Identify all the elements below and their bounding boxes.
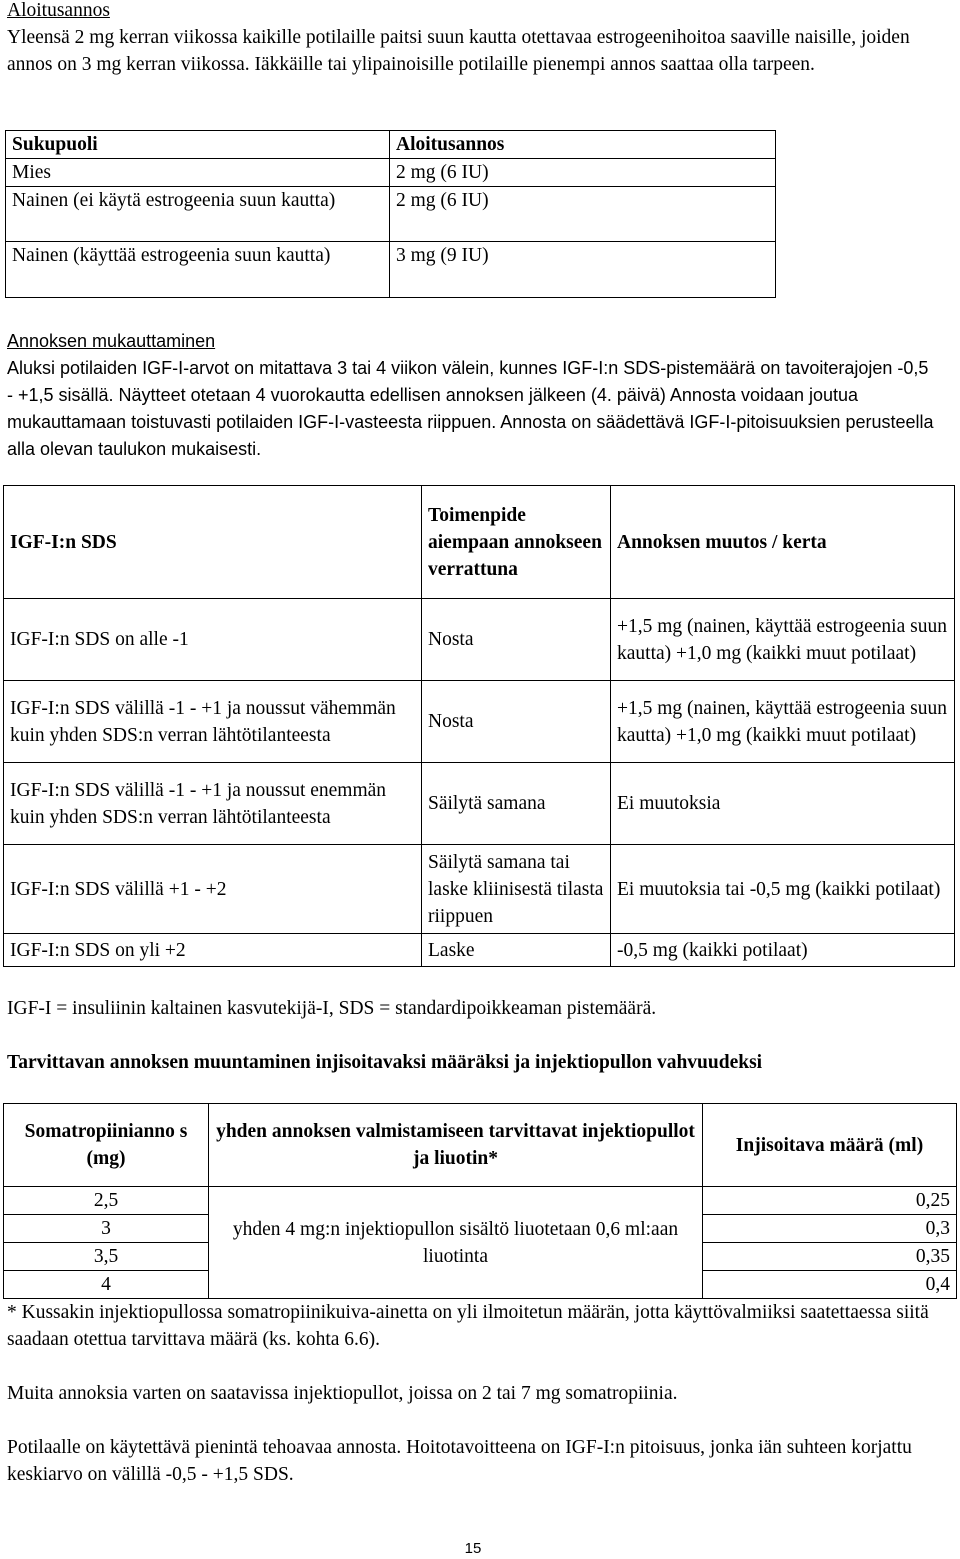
- table-row: [4, 763, 955, 845]
- table-cell: Nosta: [422, 681, 611, 763]
- table-row: [4, 681, 955, 763]
- start-dose-table: [5, 130, 776, 298]
- conversion-header-dose: Somatropiinianno s (mg): [4, 1104, 209, 1187]
- volume-cell: 0,25: [703, 1187, 957, 1215]
- abbreviation-note: IGF-I = insuliinin kaltainen kasvutekijä-I, SDS = standardipoikkeaman pistemäärä.: [7, 998, 657, 1019]
- footnote: * Kussakin injektiopullossa somatropiinikuiva-ainetta on yli ilmoitetun määrän, jotta käyttövalmiiksi saatettaessa siitä saadaan otettua tarvittava määrä (ks. kohta 6.6).: [7, 1302, 929, 1350]
- adjust-header-sds: IGF-I:n SDS: [4, 486, 422, 599]
- volume-cell: 0,3: [703, 1215, 957, 1243]
- adjust-header-change: Annoksen muutos / kerta: [611, 486, 955, 599]
- table-row: [6, 187, 776, 242]
- treatment-target-note: Potilaalle on käytettävä pienintä tehoavaa annosta. Hoitotavoitteena on IGF-I:n pitoisuus, jonka iän suhteen korjattu keskiarvo on välillä -0,5 - +1,5 SDS.: [7, 1437, 912, 1485]
- adjustment-heading: Annoksen mukauttaminen: [7, 331, 216, 351]
- table-row: [6, 242, 776, 298]
- table-row: [4, 934, 955, 967]
- table-cell: Ei muutoksia: [611, 763, 955, 845]
- volume-cell: 0,4: [703, 1271, 957, 1299]
- table-cell: Laske: [422, 934, 611, 967]
- conversion-heading: Tarvittavan annoksen muuntaminen injisoitavaksi määräksi ja injektiopullon vahvuudeksi: [7, 1052, 763, 1073]
- table-cell: Säilytä samana: [422, 763, 611, 845]
- start-table-header-dose: Aloitusannos: [390, 131, 776, 159]
- table-cell: Ei muutoksia tai -0,5 mg (kaikki potilaat): [611, 845, 955, 934]
- page-number: 15: [464, 1540, 482, 1557]
- table-row: [4, 1187, 957, 1215]
- conversion-table: [3, 1103, 957, 1299]
- table-cell: 3 mg (9 IU): [390, 242, 776, 298]
- start-dose-text: Yleensä 2 mg kerran viikossa kaikille potilaille paitsi suun kautta otettavaa estrogeenihoitoa saaville naisille, joiden annos on 3 mg kerran viikossa. Iäkkäille tai ylipainoisille potilaille pienempi annos saattaa olla tarpeen.: [7, 27, 910, 75]
- table-cell: IGF-I:n SDS on alle -1: [4, 599, 422, 681]
- other-vials-note: Muita annoksia varten on saatavissa injektiopullot, joissa on 2 tai 7 mg somatropiinia.: [7, 1383, 678, 1404]
- table-cell: Nosta: [422, 599, 611, 681]
- table-cell: Mies: [6, 159, 390, 187]
- table-cell: IGF-I:n SDS välillä +1 - +2: [4, 845, 422, 934]
- dose-cell: 4: [4, 1271, 209, 1299]
- start-dose-heading: Aloitusannos: [7, 0, 110, 21]
- table-cell: Säilytä samana tai laske kliinisestä tilasta riippuen: [422, 845, 611, 934]
- volume-cell: 0,35: [703, 1243, 957, 1271]
- conversion-header-volume: Injisoitava määrä (ml): [703, 1104, 957, 1187]
- table-row: [4, 599, 955, 681]
- dose-cell: 2,5: [4, 1187, 209, 1215]
- table-cell: IGF-I:n SDS on yli +2: [4, 934, 422, 967]
- table-cell: 2 mg (6 IU): [390, 159, 776, 187]
- table-cell: IGF-I:n SDS välillä -1 - +1 ja noussut enemmän kuin yhden SDS:n verran lähtötilanteesta: [4, 763, 422, 845]
- dose-adjustment-table: [3, 485, 955, 967]
- table-cell: Nainen (käyttää estrogeenia suun kautta): [6, 242, 390, 298]
- table-cell: Nainen (ei käytä estrogeenia suun kautta): [6, 187, 390, 242]
- table-cell: +1,5 mg (nainen, käyttää estrogeenia suun kautta) +1,0 mg (kaikki muut potilaat): [611, 681, 955, 763]
- table-cell: -0,5 mg (kaikki potilaat): [611, 934, 955, 967]
- dose-cell: 3: [4, 1215, 209, 1243]
- table-cell: IGF-I:n SDS välillä -1 - +1 ja noussut vähemmän kuin yhden SDS:n verran lähtötilanteesta: [4, 681, 422, 763]
- table-cell: +1,5 mg (nainen, käyttää estrogeenia suun kautta) +1,0 mg (kaikki muut potilaat): [611, 599, 955, 681]
- adjust-header-action: Toimenpide aiempaan annokseen verrattuna: [422, 486, 611, 599]
- conversion-header-vials: yhden annoksen valmistamiseen tarvittavat injektiopullot ja liuotin*: [209, 1104, 703, 1187]
- vial-instruction-cell: yhden 4 mg:n injektiopullon sisältö liuotetaan 0,6 ml:aan liuotinta: [209, 1187, 703, 1299]
- table-row: [6, 159, 776, 187]
- adjustment-paragraph: Aluksi potilaiden IGF-I-arvot on mitattava 3 tai 4 viikon välein, kunnes IGF-I:n SDS-pistemäärä on tavoiterajojen -0,5 - +1,5 sisällä. Näytteet otetaan 4 vuorokautta edellisen annoksen jälkeen (4. päivä) Annosta voidaan joutua mukauttamaan toistuvasti potilaiden IGF-I-vasteesta riippuen. Annosta on säädettävä IGF-I-pitoisuuksien perusteella alla olevan taulukon mukaisesti.: [7, 358, 934, 459]
- dose-cell: 3,5: [4, 1243, 209, 1271]
- start-table-header-sex: Sukupuoli: [6, 131, 390, 159]
- table-cell: 2 mg (6 IU): [390, 187, 776, 242]
- table-row: [4, 845, 955, 934]
